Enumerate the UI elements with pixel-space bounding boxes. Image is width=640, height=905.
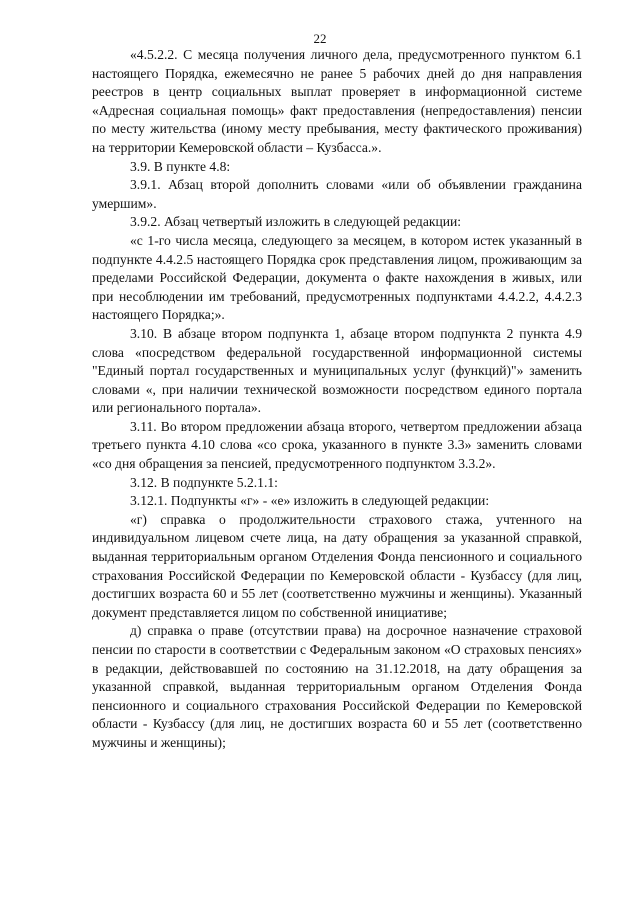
paragraph-3-10: 3.10. В абзаце втором подпункта 1, абзаце втором подпункта 2 пункта 4.9 слова «посредством федеральной государственной информационной системы "Единый портал государственных и муниципальных услуг (функций)"» заменить словами «, при наличии технической возможности посредством единого портала или регионального портала». [92,325,582,416]
paragraph-3-9-2: 3.9.2. Абзац четвертый изложить в следующей редакции: [130,214,462,230]
paragraph-3-9-1: 3.9.1. Абзац второй дополнить словами «или об объявлении гражданина умершим». [92,177,582,211]
paragraph-3-11: 3.11. Во втором предложении абзаца второго, четвертом предложении абзаца третьего пункта 4.10 слова «со срока, указанного в пункте 3.3» заменить словами «со дня обращения за пенсией, предусмотренного подпунктом 3.3.2». [92,418,582,472]
paragraph-4-5-2-2: «4.5.2.2. С месяца получения личного дела, предусмотренного пунктом 6.1 настоящего Порядка, ежемесячно не ранее 5 рабочих дней до дня направления реестров в центр социальных выплат проверяет в информационной системе «Адресная социальная помощь» факт предоставления (непредоставления) пенсии по месту жительства (иному месту пребывания, месту фактического проживания) на территории Кемеровской области – Кузбасса.». [92,47,582,155]
paragraph-3-12: 3.12. В подпункте 5.2.1.1: [130,474,278,490]
paragraph-3-12-1: 3.12.1. Подпункты «г» - «е» изложить в следующей редакции: [130,493,490,509]
paragraph-3-9: 3.9. В пункте 4.8: [130,158,231,174]
paragraph-subitem-d: д) справка о праве (отсутствии права) на досрочное назначение страховой пенсии по старости в соответствии с Федеральным законом «О страховых пенсиях» в редакции, действовавшей по состоянию на 31.12.2018, на дату обращения за указанной справкой, выданная территориальным органом Отделения Фонда пенсионного и социального страхования Российской Федерации по Кемеровской области - Кузбассу (для лиц, не достигших возраста 60 и 55 лет (соответственно мужчины и женщины); [92,623,582,750]
paragraph-subitem-g: «г) справка о продолжительности страхового стажа, учтенного на индивидуальном лицевом счете лица, на дату обращения за указанной справкой, выданная территориальным органом Отделения Фонда пенсионного и социального страхования Российской Федерации по Кемеровской области - Кузбассу (для лиц, достигших возраста 60 и 55 лет (соответственно мужчины и женщины). Указанный документ представляется лицом по собственной инициативе; [92,511,582,620]
document-body [92,46,582,753]
paragraph-quote-1st-of-month: «с 1-го числа месяца, следующего за месяцем, в котором истек указанный в подпункте 4.4.2.5 настоящего Порядка срок представления лицом, проживающим за пределами Российской Федерации, документа о факте нахождения в живых, или при несоблюдении им требований, предусмотренных подпунктами 4.4.2.2, 4.4.2.3 настоящего Порядка;». [92,232,582,323]
page-number: 22 [313,31,327,46]
